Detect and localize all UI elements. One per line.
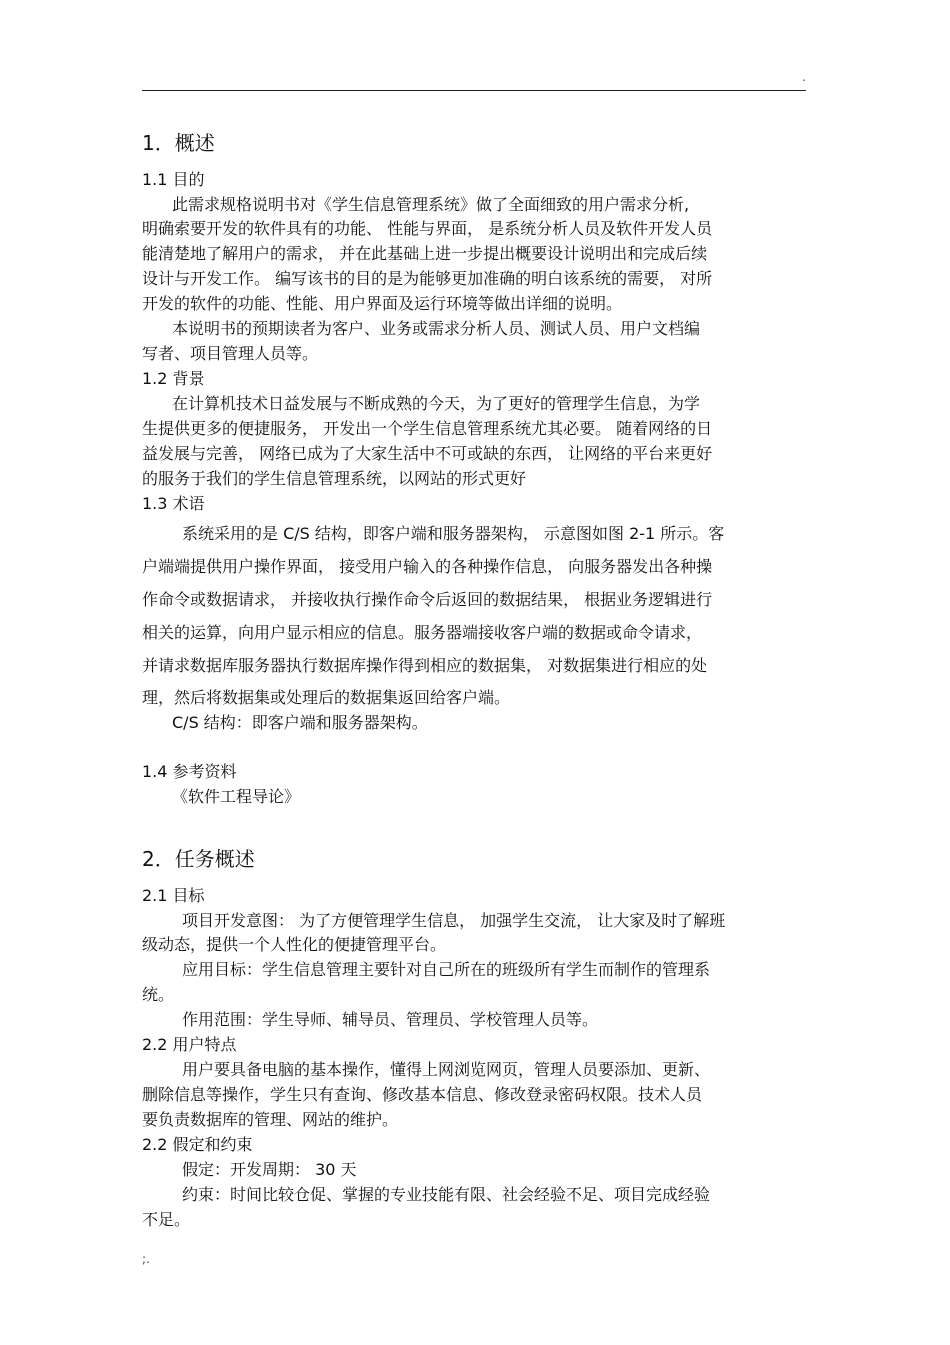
paragraph-line: 项目开发意图： 为了方便管理学生信息， 加强学生交流， 让大家及时了解班 (182, 911, 726, 930)
header-rule (142, 90, 806, 91)
subsection-heading: 1.2 背景 (142, 369, 205, 388)
paragraph-line: 开发的软件的功能、性能、用户界面及运行环境等做出详细的说明。 (142, 294, 623, 313)
footer-mark: ;. (142, 1252, 150, 1266)
subsection-heading: 2.2 假定和约束 (142, 1135, 253, 1154)
paragraph-line: 生提供更多的便捷服务， 开发出一个学生信息管理系统尤其必要。 随着网络的日 (142, 419, 713, 438)
paragraph-line: 本说明书的预期读者为客户、业务或需求分析人员、测试人员、用户文档编 (172, 319, 701, 338)
paragraph-line: 理，然后将数据集或处理后的数据集返回给客户端。 (142, 688, 511, 707)
subsection-heading: 1.3 术语 (142, 494, 205, 513)
paragraph-line: 假定：开发周期： 30 天 (182, 1160, 357, 1179)
paragraph-line: 删除信息等操作，学生只有查询、修改基本信息、修改登录密码权限。技术人员 (142, 1085, 703, 1104)
paragraph-line: 相关的运算，向用户显示相应的信息。服务器端接收客户端的数据或命令请求， (142, 623, 703, 642)
paragraph-line: 作命令或数据请求， 并接收执行操作命令后返回的数据结果， 根据业务逻辑进行 (142, 590, 713, 609)
paragraph-line: C/S 结构：即客户端和服务器架构。 (172, 713, 428, 732)
paragraph-line: 写者、项目管理人员等。 (142, 344, 319, 363)
paragraph-line: 不足。 (142, 1210, 191, 1229)
subsection-heading: 1.4 参考资料 (142, 762, 237, 781)
paragraph-line: 此需求规格说明书对《学生信息管理系统》做了全面细致的用户需求分析, (172, 195, 690, 214)
paragraph-line: 在计算机技术日益发展与不断成熟的今天，为了更好的管理学生信息，为学 (172, 394, 701, 413)
paragraph-line: 的服务于我们的学生信息管理系统，以网站的形式更好 (142, 469, 527, 488)
header-mark: . (802, 70, 806, 84)
paragraph-line: 户端端提供用户操作界面， 接受用户输入的各种操作信息， 向服务器发出各种操 (142, 557, 713, 576)
paragraph-line: 统。 (142, 985, 175, 1004)
paragraph-line: 应用目标：学生信息管理主要针对自己所在的班级所有学生而制作的管理系 (182, 960, 711, 979)
paragraph-line: 约束：时间比较仓促、掌握的专业技能有限、社会经验不足、项目完成经验 (182, 1185, 711, 1204)
paragraph-line: 并请求数据库服务器执行数据库操作得到相应的数据集， 对数据集进行相应的处 (142, 656, 708, 675)
subsection-heading: 2.1 目标 (142, 886, 205, 905)
paragraph-line: 系统采用的是 C/S 结构，即客户端和服务器架构， 示意图如图 2-1 所示。客 (182, 524, 725, 543)
paragraph-line: 能清楚地了解用户的需求， 并在此基础上进一步提出概要设计说明出和完成后续 (142, 244, 708, 263)
section-heading: 1．概述 (142, 131, 215, 155)
paragraph-line: 级动态，提供一个人性化的便捷管理平台。 (142, 935, 447, 954)
paragraph-line: 要负责数据库的管理、网站的维护。 (142, 1110, 399, 1129)
paragraph-line: 《软件工程导论》 (172, 787, 301, 806)
paragraph-line: 设计与开发工作。 编写该书的目的是为能够更加准确的明白该系统的需要， 对所 (142, 269, 713, 288)
paragraph-line: 作用范围：学生导师、辅导员、管理员、学校管理人员等。 (182, 1010, 599, 1029)
subsection-heading: 2.2 用户特点 (142, 1035, 237, 1054)
subsection-heading: 1.1 目的 (142, 170, 205, 189)
paragraph-line: 用户要具备电脑的基本操作，懂得上网浏览网页，管理人员要添加、更新、 (182, 1060, 711, 1079)
paragraph-line: 明确索要开发的软件具有的功能、 性能与界面， 是系统分析人员及软件开发人员 (142, 219, 713, 238)
paragraph-line: 益发展与完善， 网络已成为了大家生活中不可或缺的东西， 让网络的平台来更好 (142, 444, 713, 463)
section-heading: 2．任务概述 (142, 847, 255, 871)
